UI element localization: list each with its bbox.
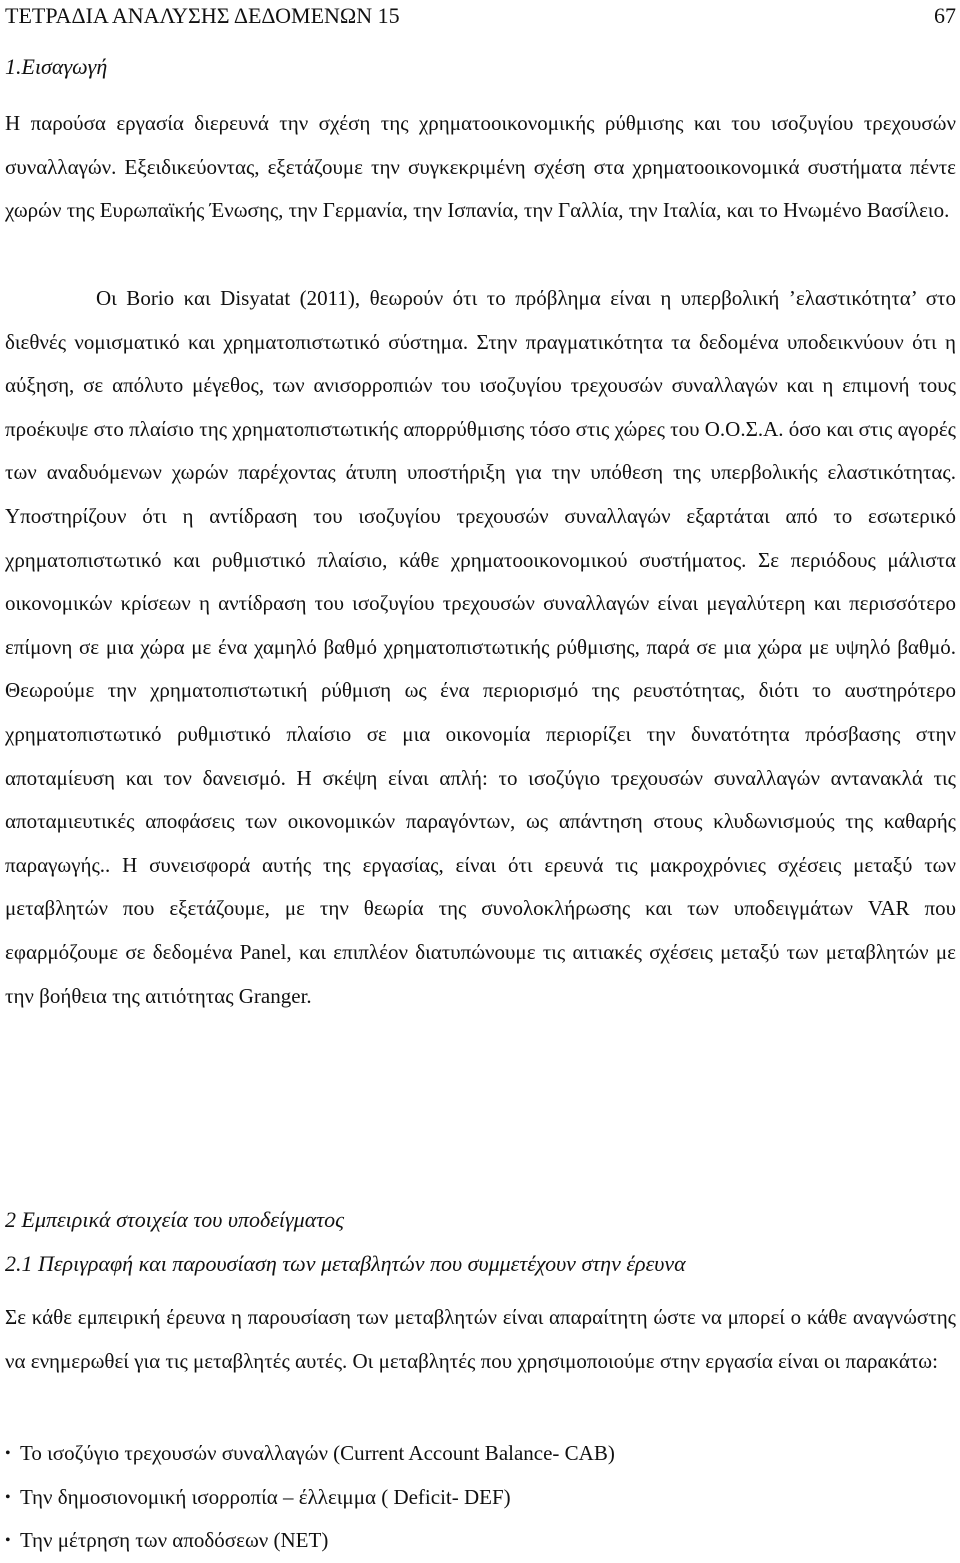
intro-paragraph-1: Η παρούσα εργασία διερευνά την σχέση της χρηματοοικονομικής ρύθμισης και του ισοζυγίου τρεχουσών συναλλαγών. Εξειδικεύοντας, εξετάζουμε την συγκεκριμένη σχέση στα χρηματοοικονομικά συστήματα πέντε χωρών της Ευρωπαϊκής Ένωσης, την Γερμανία, την Ισπανία, την Γαλλία, την Ιταλία, και το Ηνωμένο Βασίλειο.: [5, 111, 956, 223]
bullet-icon: •: [5, 1488, 11, 1506]
running-header: [5, 1, 956, 31]
bullet-icon: •: [5, 1445, 11, 1462]
section-2-heading: 2 Εμπειρικά στοιχεία του υποδείγματος: [5, 1207, 345, 1232]
variable-net: Την μέτρηση των αποδόσεων (NET): [20, 1528, 329, 1553]
introduction-heading: 1.Εισαγωγή: [5, 54, 108, 79]
list-item: [5, 1432, 956, 1476]
section-2-1-paragraph: Σε κάθε εμπειρική έρευνα η παρουσίαση των μεταβλητών είναι απαραίτητη ώστε να μπορεί ο κάθε αναγνώστης να ενημερωθεί για τις μεταβλητές αυτές. Οι μεταβλητές που χρησιμοποιούμε στην εργασία είναι οι παρακάτω:: [5, 1305, 956, 1373]
intro-paragraph-2-text: Οι Borio και Disyatat (2011), θεωρούν ότι το πρόβλημα είναι η υπερβολική ’ελαστικότητα’ στο διεθνές νομισματικό και χρηματοπιστωτικό σύστημα. Στην πραγματικότητα τα δεδομένα υποδεικνύουν ότι η αύξηση, σε απόλυτο μέγεθος, των ανισορροπιών του ισοζυγίου τρεχουσών συναλλαγών και η επιμονή τους προέκυψε στο πλαίσιο της χρηματοπιστωτικής απορρύθμισης τόσο στις χώρες του Ο.Ο.Σ.Α. όσο και στις αγορές των αναδυόμενων χωρών παρέχοντας άτυπη υποστήριξη για την υπόθεση της υπερβολικής ελαστικότητας. Υποστηρίζουν ότι η αντίδραση του ισοζυγίου τρεχουσών συναλλαγών εξαρτάται από το εσωτερικό χρηματοπιστωτικό και ρυθμιστικό πλαίσιο, κάθε χρηματοοικονομικού συστήματος. Σε περιόδους μάλιστα οικονομικών κρίσεων η αντίδραση του ισοζυγίου τρεχουσών συναλλαγών είναι μεγαλύτερη και περισσότερο επίμονη σε μια χώρα με ένα χαμηλό βαθμό χρηματοπιστωτικής ρύθμισης, παρά σε μια χώρα με υψηλό βαθμό. Θεωρούμε την χρηματοπιστωτική ρύθμιση ως ένα περιορισμό της ρευστότητας, διότι το αυστηρότερο χρηματοπιστωτικό ρυθμιστικό πλαίσιο σε μια οικονομία περιορίζει την δυνατότητα πρόσβασης στην αποταμίευση και τον δανεισμό. Η σκέψη είναι απλή: το ισοζύγιο τρεχουσών συναλλαγών αντανακλά τις αποταμιευτικές αποφάσεις των οικονομικών παραγόντων, ως απάντηση στους κλυδωνισμούς της καθαρής παραγωγής.. Η συνεισφορά αυτής της εργασίας, είναι ότι ερευνά τις μακροχρόνιες σχέσεις μεταξύ των μεταβλητών που εξετάζουμε, με την θεωρία της συνολοκλήρωσης και των υποδειγμάτων VAR που εφαρμόζουμε σε δεδομένα Panel, και επιπλέον διατυπώνουμε τις αιτιακές σχέσεις μεταξύ των μεταβλητών με την βοήθεια της αιτιότητας Granger.: [5, 286, 956, 1008]
page-number: 67: [934, 3, 956, 28]
variables-list: [5, 1432, 956, 1563]
bullet-icon: •: [5, 1532, 11, 1550]
intro-paragraph-2: [5, 277, 956, 1018]
variable-cab: Το ισοζύγιο τρεχουσών συναλλαγών (Current Account Balance- CAB): [20, 1441, 615, 1465]
list-item: [5, 1519, 956, 1563]
list-item: [5, 1476, 956, 1520]
section-2-1-heading: 2.1 Περιγραφή και παρουσίαση των μεταβλητών που συμμετέχουν στην έρευνα: [5, 1251, 686, 1276]
variable-def: Την δημοσιονομική ισορροπία – έλλειμμα ( Deficit- DEF): [20, 1484, 511, 1509]
journal-title: ΤΕΤΡΑΔΙΑ ΑΝΑΛΥΣΗΣ ΔΕΔΟΜΕΝΩΝ 15: [5, 3, 400, 28]
